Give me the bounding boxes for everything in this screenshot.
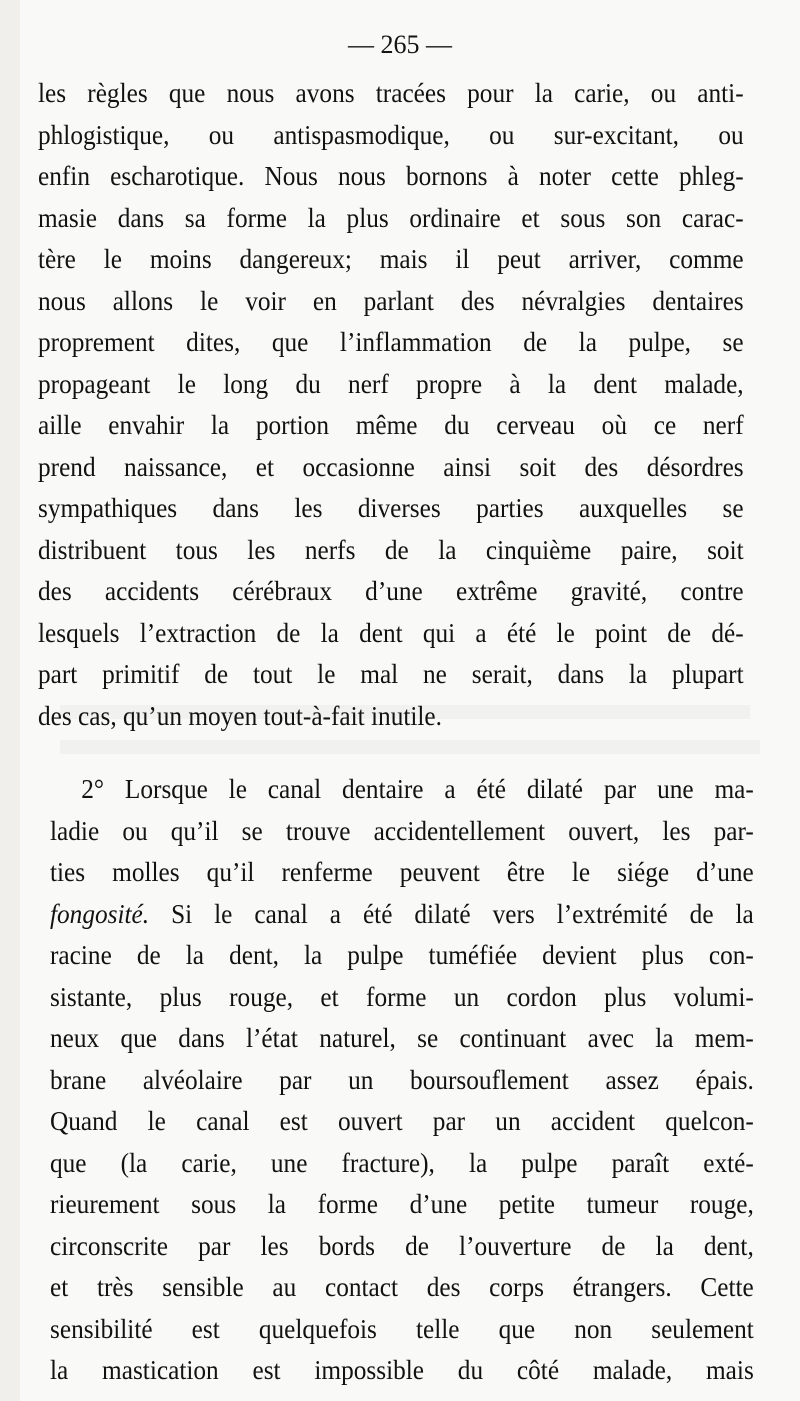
- text-line: prend naissance, et occasionne ainsi soit des désordres: [38, 450, 744, 482]
- text-line: aille envahir la portion même du cerveau où ce nerf: [38, 409, 744, 440]
- text-line: brane alvéolaire par un boursouflement assez épais.: [50, 1063, 754, 1095]
- text-line: la mastication est impossible du côté malade, mais: [50, 1354, 754, 1385]
- text-line: des cas, qu’un moyen tout-à-fait inutile.: [38, 699, 442, 731]
- text-line: lesquels l’extraction de la dent qui a été le point de dé-: [38, 616, 744, 648]
- text-line: les règles que nous avons tracées pour la carie, ou anti-: [38, 77, 744, 108]
- text-line: neux que dans l’état naturel, se continuant avec la mem-: [50, 1022, 754, 1053]
- text-line: phlogistique, ou antispasmodique, ou sur-excitant, ou: [38, 118, 744, 150]
- text-line: ladie ou qu’il se trouve accidentellement ouvert, les par-: [50, 814, 754, 846]
- page-number: — 265 —: [348, 30, 452, 59]
- text-line: part primitif de tout le mal ne serait, dans la plupart: [38, 658, 744, 689]
- text-line: sistante, plus rouge, et forme un cordon plus volumi-: [50, 980, 754, 1012]
- text-line: proprement dites, que l’inflammation de la pulpe, se: [38, 326, 744, 357]
- text-line: ties molles qu’il renferme peuvent être le siége d’une: [50, 856, 754, 887]
- text-line: 2° Lorsque le canal dentaire a été dilaté par une ma-: [81, 773, 754, 804]
- text-line: et très sensible au contact des corps étrangers. Cette: [50, 1271, 754, 1302]
- italic-term: fongosité.: [50, 897, 150, 929]
- text-line: tère le moins dangereux; mais il peut arriver, comme: [38, 243, 744, 274]
- paragraph-1: [38, 72, 744, 736]
- text-line: propageant le long du nerf propre à la dent malade,: [38, 367, 744, 399]
- text-run: Si le canal a été dilaté vers l’extrémité de la: [149, 897, 754, 929]
- text-line: Quand le canal est ouvert par un accident quelcon-: [50, 1105, 754, 1136]
- paragraph-2: [50, 768, 754, 1391]
- text-line: distribuent tous les nerfs de la cinquième paire, soit: [38, 533, 744, 565]
- text-line: circonscrite par les bords de l’ouverture de la dent,: [50, 1229, 754, 1261]
- text-line: enfin escharotique. Nous nous bornons à noter cette phleg-: [38, 160, 744, 191]
- text-line: rieurement sous la forme d’une petite tumeur rouge,: [50, 1188, 754, 1219]
- text-line: des accidents cérébraux d’une extrême gravité, contre: [38, 575, 744, 606]
- text-line: masie dans sa forme la plus ordinaire et sous son carac-: [38, 201, 744, 233]
- text-line: sensibilité est quelquefois telle que non seulement: [50, 1312, 754, 1344]
- text-line: sympathiques dans les diverses parties auxquelles se: [38, 492, 744, 523]
- text-line: nous allons le voir en parlant des névralgies dentaires: [38, 284, 744, 316]
- text-line: que (la carie, une fracture), la pulpe paraît exté-: [50, 1146, 754, 1178]
- text-line: [50, 893, 754, 935]
- text-line: racine de la dent, la pulpe tuméfiée devient plus con-: [50, 939, 754, 970]
